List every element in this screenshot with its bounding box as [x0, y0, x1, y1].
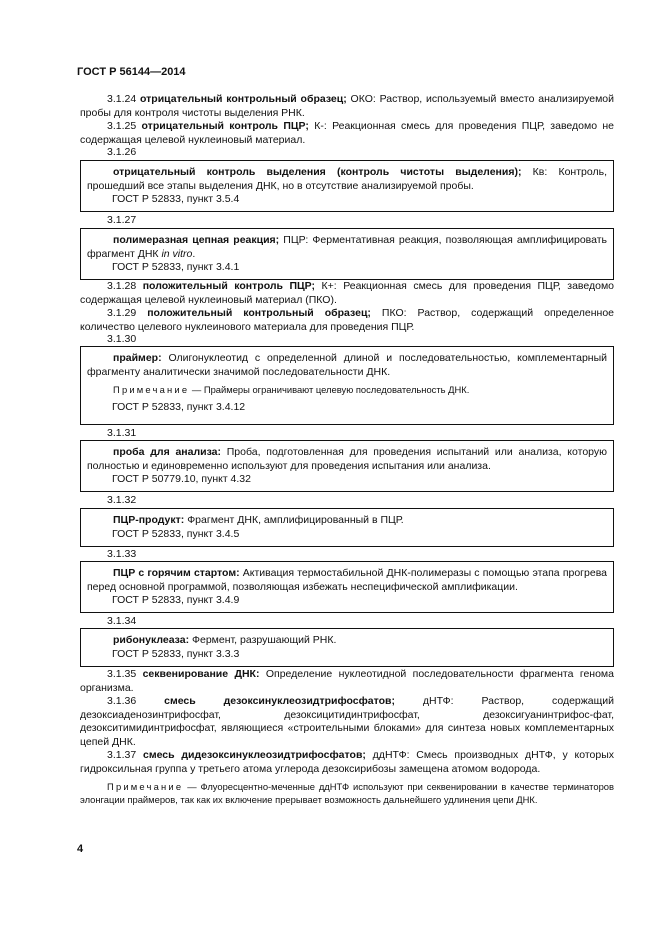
term-number: 3.1.33 [107, 548, 137, 560]
term-number: 3.1.30 [107, 333, 137, 345]
source-reference: ГОСТ Р 52833, пункт 3.3.3 [112, 647, 240, 660]
term-3-1-24: 3.1.24 отрицательный контрольный образец; ОКО: Раствор, используемый вместо анализируемой пробы для контроля чистоты выделения РНК. [80, 93, 614, 119]
source-reference: ГОСТ Р 52833, пункт 3.5.4 [112, 193, 240, 206]
term-box-3-1-27: полимеразная цепная реакция; ПЦР: Ферментативная реакция, позволяющая амплифицировать фрагмент ДНК in vitro. ГОСТ Р 52833, пункт 3.4.1 [80, 228, 614, 280]
term-box-3-1-31: проба для анализа: Проба, подготовленная для проведения испытаний или анализа, которую полностью и единовременно используют для проведения испытания или анализа. ГОСТ Р 50779.10, пункт 4.32 [80, 440, 614, 492]
term-number: 3.1.27 [107, 214, 137, 226]
term-number: 3.1.32 [107, 494, 137, 506]
term-3-1-37: 3.1.37 смесь дидезоксинуклеозидтрифосфатов; ддНТФ: Смесь производных дНТФ, у которых гидроксильная группа у третьего атома углерода дезоксирибозы замещена атомом водорода. [80, 749, 614, 775]
term-box-3-1-34: рибонуклеаза: Фермент, разрушающий РНК. ГОСТ Р 52833, пункт 3.3.3 [80, 628, 614, 667]
term-3-1-36: 3.1.36 смесь дезоксинуклеозидтрифосфатов; дНТФ: Раствор, содержащий дезоксиаденозинтрифосфат, дезоксицитидинтрифосфат, дезоксигуанинтрифос-фат, дезокситимидинтрифосфат, являющиеся «строительными блоками» для синтеза новых комплементарных цепей ДНК. [80, 695, 614, 748]
term-3-1-25: 3.1.25 отрицательный контроль ПЦР; К-: Реакционная смесь для проведения ПЦР, заведомо не содержащая целевой нуклеиновый материал. [80, 120, 615, 146]
term-box-3-1-33: ПЦР с горячим стартом: Активация термостабильной ДНК-полимеразы с помощью этапа прогрева перед основной программой, позволяющая избежать неспецифической амплификации. ГОСТ Р 52833, пункт 3.4.9 [80, 561, 614, 613]
source-reference: ГОСТ Р 52833, пункт 3.4.9 [112, 594, 240, 607]
term-box-3-1-26: отрицательный контроль выделения (контроль чистоты выделения); Кв: Контроль, прошедший все этапы выделения ДНК, но в отсутствие анализируемой пробы. ГОСТ Р 52833, пункт 3.5.4 [80, 160, 614, 212]
source-reference: ГОСТ Р 52833, пункт 3.4.1 [112, 261, 240, 274]
source-reference: ГОСТ Р 52833, пункт 3.4.5 [112, 527, 240, 540]
source-reference: ГОСТ Р 50779.10, пункт 4.32 [112, 473, 251, 486]
term-number: 3.1.34 [107, 615, 137, 627]
footnote: Примечание — Флуоресцентно-меченные ддНТФ используют при секвенировании в качестве терминаторов элонгации праймеров, так как их включение прерывает возможность дальнейшего удлинения цепи ДНК. [80, 781, 614, 805]
term-number: 3.1.31 [107, 427, 137, 439]
term-number: 3.1.26 [107, 146, 137, 158]
standard-header: ГОСТ Р 56144—2014 [77, 66, 186, 78]
term-3-1-29: 3.1.29 положительный контрольный образец; ПКО: Раствор, содержащий определенное количество целевого нуклеинового материала для проведения ПЦР. [80, 307, 614, 333]
source-reference: ГОСТ Р 52833, пункт 3.4.12 [112, 401, 246, 414]
term-box-3-1-30: праймер: Олигонуклеотид с определенной длиной и последовательностью, комплементарный фрагменту аналитически значимой последовательности ДНК. Примечание — Праймеры ограничивают целевую последовательность ДНК. ГОСТ Р 52833, пункт 3.4.12 [80, 346, 614, 425]
term-3-1-35: 3.1.35 секвенирование ДНК: Определение нуклеотидной последовательности фрагмента генома организма. [80, 668, 614, 694]
note: Примечание — Праймеры ограничивают целевую последовательность ДНК. [113, 384, 470, 396]
term-box-3-1-32: ПЦР-продукт: Фрагмент ДНК, амплифицированный в ПЦР. ГОСТ Р 52833, пункт 3.4.5 [80, 508, 614, 547]
term-3-1-28: 3.1.28 положительный контроль ПЦР; К+: Реакционная смесь для проведения ПЦР, заведомо содержащая целевой нуклеиновый материал (ПКО). [80, 280, 614, 306]
page-number: 4 [77, 843, 84, 855]
